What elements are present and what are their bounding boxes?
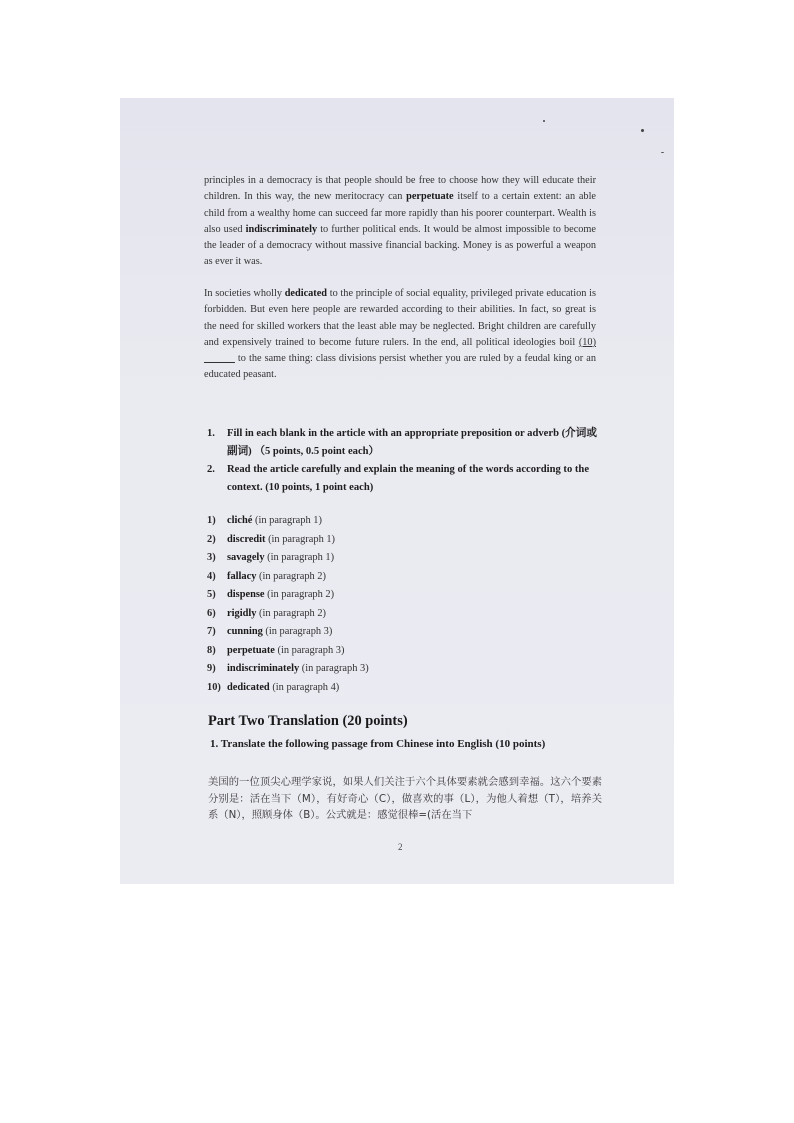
vocabulary-word: savagely [227,552,265,563]
paragraph-reference: (in paragraph 2) [256,570,326,582]
item-number: 4) [207,570,216,582]
vocabulary-word: dedicated [227,681,270,693]
paragraph-text: principles in a democracy is that people should be free to choose how they will educate their children. In this way, the new meritocracy can [204,175,596,203]
vocabulary-item [207,642,507,661]
emphasized-word: perpetuate [406,191,454,203]
item-number: 6) [207,607,216,619]
page-number: 2 [398,842,403,852]
item-number: 10) [207,681,221,693]
vocabulary-item [207,531,507,550]
vocabulary-word: indiscriminately [227,663,300,674]
vocabulary-word: fallacy [227,570,257,582]
vocabulary-item [207,605,507,624]
vocabulary-word: rigidly [227,607,257,619]
vocabulary-item [207,679,507,698]
vocabulary-word: discredit [227,533,266,545]
scan-speck [661,152,664,153]
section-title: Part Two Translation (20 points) [208,713,408,729]
emphasized-word: indiscriminately [245,223,318,235]
instruction-text: Fill in each blank in the article with an appropriate preposition or adverb (介词或副词) （5 points, 0.5 point each） [227,428,597,457]
item-number: 3) [207,552,216,563]
item-number: 7) [207,626,216,637]
article-paragraph-4 [204,286,596,384]
item-number: 2) [207,533,216,545]
paragraph-text: itself to a certain extent: an able child from a wealthy home can succeed far more rapidly than his poorer counterpart. Wealth is also used [204,191,596,235]
instruction-number: 2. [207,464,215,475]
paragraph-text: to the same thing: class divisions persist whether you are ruled by a feudal king or an educated peasant. [204,353,596,381]
paragraph-reference: (in paragraph 1) [265,533,336,545]
vocabulary-word: cunning [227,626,263,637]
item-number: 8) [207,644,216,656]
instruction-text: Read the article carefully and explain the meaning of the words according to the context. (10 points, 1 point each) [227,464,590,493]
instruction-1 [207,425,602,461]
vocabulary-word: perpetuate [227,644,275,656]
scan-speck [543,120,545,122]
paragraph-reference: (in paragraph 2) [264,589,335,600]
vocabulary-word: cliché [227,515,253,526]
item-number: 1) [207,515,216,526]
paragraph-reference: (in paragraph 4) [269,681,340,693]
paragraph-text: In societies wholly [204,288,285,299]
scan-speck [641,129,644,132]
vocabulary-item [207,512,507,531]
emphasized-word: dedicated [284,288,328,299]
paragraph-reference: (in paragraph 3) [299,663,369,674]
vocabulary-list [207,512,507,697]
vocabulary-item [207,623,507,642]
instruction-2 [207,461,602,497]
vocabulary-item [207,568,507,587]
paragraph-text: to the principle of social equality, privileged private education is forbidden. But even here people are rewarded according to their abilities. In fact, so great is the need for skilled workers that the least able may be neglected. Bright children are carefully and expensively trained to become future rulers. In the end, all political ideologies boil [204,288,597,348]
article-paragraph-3 [204,173,596,271]
vocabulary-item [207,586,507,605]
vocabulary-item [207,660,507,679]
vocabulary-item [207,549,507,568]
item-number: 5) [207,589,216,600]
paragraph-reference: (in paragraph 1) [252,515,322,526]
fill-in-blank: (10) ______ [204,336,596,365]
paragraph-reference: (in paragraph 2) [256,607,326,619]
vocabulary-word: dispense [227,589,265,600]
paragraph-text: to further political ends. It would be almost impossible to become the leader of a democracy without massive financial backing. Money is as powerful a weapon as ever it was. [204,223,596,268]
paragraph-reference: (in paragraph 3) [274,644,345,656]
chinese-passage: 美国的一位顶尖心理学家说，如果人们关注于六个具体要素就会感到幸福。这六个要素分别是：活在当下（M），有好奇心（C），做喜欢的事（L），为他人着想（T），培养关系（N），照顾身体（B）。公式就是：感觉很棒=(活在当下 [208,776,602,821]
paragraph-reference: (in paragraph 3) [262,626,333,637]
instruction-number: 1. [207,428,215,439]
paragraph-reference: (in paragraph 1) [264,552,335,563]
translation-task: 1. Translate the following passage from Chinese into English (10 points) [210,738,546,750]
item-number: 9) [207,663,216,674]
